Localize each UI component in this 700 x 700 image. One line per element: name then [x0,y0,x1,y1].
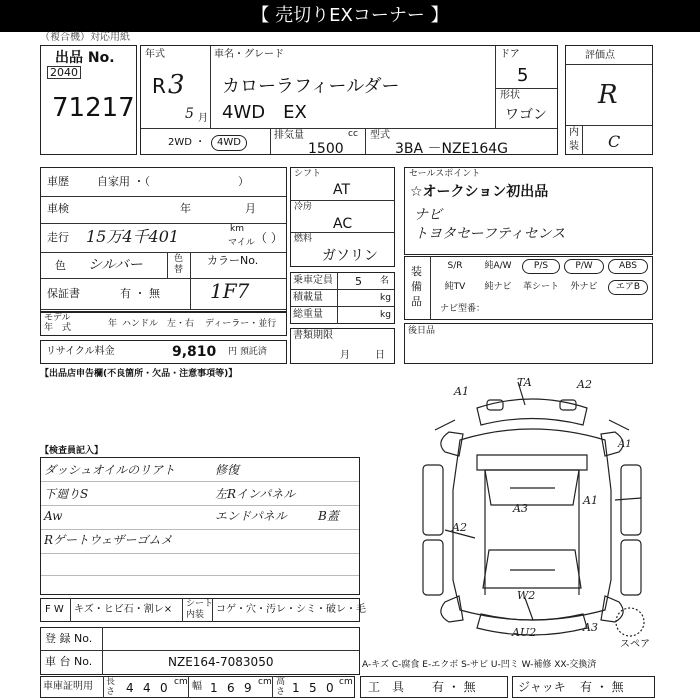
post-date-box [404,323,653,364]
mileage-unit-mile: マイル [228,238,255,248]
inspector-label: 【検査員記入】 [40,446,104,456]
shift-label: シフト [294,169,322,179]
fw-label: F W [45,604,64,615]
displacement-value: 1500 [308,141,344,157]
fw-mid-2: 内装 [186,610,205,620]
top-note: （複合機）対応用紙 [40,32,130,43]
gross-weight-unit: kg [380,310,391,320]
year-month: 5 [185,106,194,122]
mileage-paren: （ ） [255,231,283,245]
inspection-label: 車検 [47,202,69,215]
length-digit-1: 4 [126,681,134,695]
sales-point-line-1: ナビ [414,207,442,223]
model-label: 車名・グレード [214,49,284,60]
tools-label: 工 具 [368,680,405,694]
equip-abs: ABS [608,259,648,274]
warranty-label: 保証書 [47,287,80,300]
height-digit-2: 5 [309,681,317,695]
width-unit: cm [258,677,272,687]
model-name: カローラフィールダー [222,76,400,97]
door-value: 5 [517,65,529,86]
inspector-note-4: Rゲートウェザーゴムメ [44,533,173,547]
score-label: 評価点 [585,50,615,61]
dealer-field: ディーラー・並行 [205,319,277,329]
drive-4wd: 4WD [211,135,247,151]
score-value: R [598,80,618,110]
warranty-value: 有 ・ 無 [120,287,160,300]
height-label-2: さ [276,687,286,697]
mark-front-center: TA [517,376,532,389]
load-unit: kg [380,293,391,303]
mileage-value: 15万4千401 [86,227,180,246]
seller-notes-label: 【出品店申告欄(不良箇所・欠品・注意事項等)】 [40,369,238,379]
shift-value: AT [333,182,351,198]
model-code-label: 型式 [370,130,390,141]
mark-left-side: A2 [452,521,467,534]
model-grade: 4WD EX [222,102,307,123]
height-digit-3: 0 [326,681,334,695]
year-era: R [152,74,166,98]
spare-label: スペア [620,639,650,650]
displacement-unit: cc [348,129,358,139]
lot-stamp: 2040 [47,66,81,79]
dimensions-label: 車庫証明用 [43,681,93,692]
model-code-value: 3BA －NZE164G [395,141,509,157]
width-digit-2: 6 [227,681,235,695]
history-label: 車歴 [47,175,69,188]
recycle-unit: 円 預託済 [228,347,267,357]
equipment-label-2: 備 [411,280,422,293]
inspection-month-unit: 月 [245,202,256,215]
gross-weight-label: 総重量 [293,309,323,320]
lot-label: 出品 No. [55,50,115,66]
equip-alloy-wheel: 純A/W [484,261,512,271]
page-header: 【 売切りEXコーナー 】 [0,0,700,32]
fuel-label: 燃料 [294,234,313,244]
mileage-unit-km: km [230,224,244,234]
color-no-value: 1F7 [210,279,250,303]
sales-point-highlight: ☆オークション初出品 [410,184,549,200]
fw-mid-1: シート [186,599,214,609]
length-digit-2: 4 [143,681,151,695]
equipment-label-3: 品 [411,295,422,308]
displacement-label: 排気量 [274,130,304,141]
registration-period-day: 日 [375,350,385,361]
capacity-label: 乗車定員 [293,275,333,286]
mark-front-left: A1 [454,385,469,398]
year-label: 年式 [145,49,165,60]
capacity-unit: 名 [380,276,390,286]
height-digit-1: 1 [292,681,300,695]
inspector-note-right-2: 左Rインパネル [215,487,296,501]
model-year-unit: 年 [108,319,118,329]
jack-label: ジャッキ [518,680,566,694]
fw-items-2: コゲ・穴・汚レ・シミ・破レ・毛 [216,604,366,615]
year-month-unit: 月 [198,113,208,124]
drive-2wd: 2WD ・ [168,137,206,148]
history-value: 自家用 ・（ ） [97,175,249,188]
mark-right-side: A1 [583,494,598,507]
tools-value: 有 ・ 無 [432,680,476,694]
inspector-note-right-4: B蓋 [318,509,339,523]
equip-sr: S/R [447,261,463,271]
inspection-year-unit: 年 [180,202,191,215]
equip-tv: 純TV [444,282,466,292]
shape-label: 形状 [500,90,520,101]
sales-point-label: セールスポイント [409,169,481,179]
color-no-label: カラーNo. [207,254,259,267]
width-digit-1: 1 [210,681,218,695]
door-label: ドア [500,49,520,60]
equip-leather: 革シート [523,282,560,292]
car-damage-diagram [405,370,660,660]
length-label-2: さ [106,687,116,697]
width-label: 幅 [192,681,202,692]
mark-right-fender: A1 [618,439,632,450]
mileage-label: 走行 [47,231,69,244]
registration-period-month: 月 [340,350,350,361]
fuel-value: ガソリン [322,248,378,264]
navi-model-label: ナビ型番： [440,304,486,314]
mark-front-right: A2 [577,378,592,391]
height-label-1: 高 [276,677,286,687]
inspector-note-1: ダッシュオイルのリアト [44,463,176,477]
length-digit-3: 0 [160,681,168,695]
equip-navi: 純ナビ [484,282,512,292]
interior-score: C [608,132,621,151]
recycle-value: 9,810 [172,344,217,360]
registration-no-label: 登 録 No. [45,632,93,645]
equip-ps: P/S [522,259,560,274]
color-label: 色 [55,259,66,272]
mark-roof: A3 [513,502,528,515]
chassis-value: NZE164-7083050 [168,655,274,669]
equip-pw: P/W [564,259,604,274]
model-year-label-2: 年 式 [44,323,72,333]
length-unit: cm [174,677,188,687]
equipment-label-1: 装 [411,265,422,278]
equip-ext-navi: 外ナビ [570,282,598,292]
inspector-note-right-1: 修復 [215,463,240,477]
aircon-value: AC [333,216,353,232]
model-year-label-1: モデル [44,313,71,323]
jack-value: 有 ・ 無 [580,680,624,694]
aircon-label: 冷房 [294,202,313,212]
inspector-note-3: Aw [44,509,63,523]
shape-value: ワゴン [505,107,547,123]
post-date-label: 後日品 [408,326,436,336]
mark-rear: W2 [517,589,536,602]
color-change-2: 替 [174,265,184,275]
mark-rear-right: A3 [583,621,598,634]
equip-airbag: エアB [608,280,648,295]
fw-items: キズ・ヒビ石・割レ× [74,604,173,615]
width-digit-3: 9 [244,681,252,695]
damage-legend: A-キズ C-腐食 E-エクボ S-サビ U-凹ミ W-補修 XX-交換済 [362,660,597,670]
interior-label-1: 内 [569,127,579,138]
capacity-value: 5 [355,275,362,288]
registration-period-label: 書類期限 [293,330,333,341]
length-label-1: 長 [106,677,116,687]
recycle-label: リサイクル料金 [46,346,115,357]
inspector-note-2: 下廻りS [44,487,89,501]
color-value: シルバー [88,257,143,273]
interior-label-2: 装 [569,141,579,152]
handle-field: ハンドル 左・右 [122,319,195,329]
height-unit: cm [339,677,353,687]
sales-point-line-2: トヨタセーフティセンス [414,226,566,242]
color-change-1: 色 [174,254,184,264]
year-value: 3 [168,70,185,100]
load-label: 積載量 [293,292,323,303]
chassis-label: 車 台 No. [45,655,93,668]
lot-number: 71217 [52,93,135,123]
mark-rear-bumper: AU2 [512,626,537,639]
inspector-note-right-3: エンドパネル [215,509,287,523]
